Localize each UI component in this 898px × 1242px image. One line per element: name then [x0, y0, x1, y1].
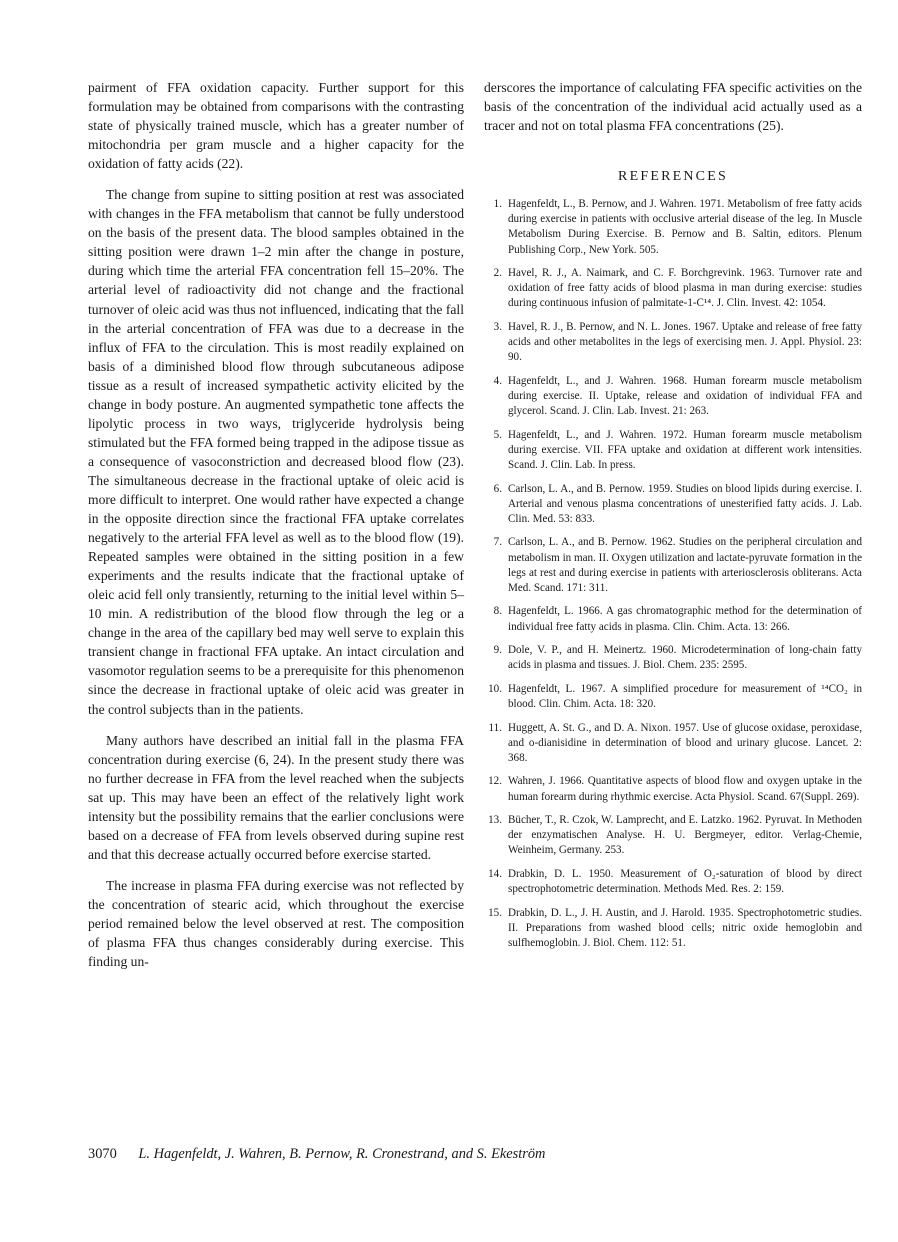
reference-text: Hagenfeldt, L. 1966. A gas chromatographic method for the determination of individual free fatty acids in plasma. Clin. Chim. Acta. 13: 266. [508, 605, 862, 633]
reference-text: Bücher, T., R. Czok, W. Lamprecht, and E. Latzko. 1962. Pyruvat. In Methoden der enzymatischen Analyse. H. U. Bergmeyer, editor. Verlag-Chemie, Weinheim, Germany. 253. [508, 814, 862, 857]
reference-number: 13. [488, 814, 502, 827]
reference-number: 3. [493, 321, 502, 334]
reference-text: Havel, R. J., B. Pernow, and N. L. Jones. 1967. Uptake and release of free fatty acids and other metabolites in the legs of exercising men. J. Appl. Physiol. 23: 90. [508, 321, 862, 364]
reference-item [484, 906, 862, 951]
reference-number: 5. [493, 428, 502, 441]
reference-number: 10. [488, 682, 502, 695]
page-number: 3070 [88, 1146, 117, 1162]
reference-item [484, 682, 862, 712]
reference-number: 14. [488, 868, 502, 880]
reference-text: Hagenfeldt, L., and J. Wahren. 1968. Human forearm muscle metabolism during exercise. II. Uptake, release and oxidation of individual FFA and glycerol. Scand. J. Clin. Lab. Invest. 21: 263. [508, 374, 862, 418]
reference-number: 6. [493, 482, 502, 495]
reference-number: 7. [493, 536, 502, 549]
reference-text: Wahren, J. 1966. Quantitative aspects of blood flow and oxygen uptake in the human forearm during rhythmic exercise. Acta Physiol. Scand. 67(Suppl. 269). [508, 775, 862, 803]
reference-item [484, 482, 862, 527]
right-column [484, 78, 862, 960]
reference-number: 1. [493, 198, 502, 211]
reference-text: Havel, R. J., A. Naimark, and C. F. Borchgrevink. 1963. Turnover rate and oxidation of free fatty acids of blood plasma in man during exercise: studies during continuous infusion of palmitate-1-C¹⁴. J. Clin. Invest. 42: 1054. [508, 267, 862, 310]
references-list [484, 197, 862, 951]
reference-item [484, 867, 862, 897]
reference-text: Carlson, L. A., and B. Pernow. 1962. Studies on the peripheral circulation and metabolism in man. II. Oxygen utilization and lactate-pyruvate formation in the legs at rest and during exercise in patients with arteriosclerosis obliterans. Acta Med. Scand. 171: 311. [508, 536, 862, 594]
body-paragraph-continuation: derscores the importance of calculating FFA specific activities on the basis of the concentration of the individual acid actually used as a tracer and not on total plasma FFA concentrations (25). [484, 80, 862, 134]
references-heading: REFERENCES [618, 169, 728, 185]
reference-item [484, 604, 862, 634]
reference-number: 11. [488, 721, 502, 734]
reference-number: 15. [488, 906, 502, 919]
reference-text: Dole, V. P., and H. Meinertz. 1960. Microdetermination of long-chain fatty acids in plasma and tissues. J. Biol. Chem. 235: 2595. [508, 644, 862, 672]
reference-text: Carlson, L. A., and B. Pernow. 1959. Studies on blood lipids during exercise. I. Arterial and venous plasma concentrations of unesterified fatty acids. J. Lab. Clin. Med. 53: 833. [508, 482, 862, 525]
footer-authors: L. Hagenfeldt, J. Wahren, B. Pernow, R. Cronestrand, and S. Ekeström [138, 1146, 546, 1162]
body-paragraph-1: pairment of FFA oxidation capacity. Further support for this formulation may be obtained from comparisons with the contrasting state of physically trained muscle, which has a greater number of mitochondria per gram muscle and a higher capacity for the oxidation of fatty acids (22). [88, 80, 464, 172]
reference-text: Hagenfeldt, L. 1967. A simplified procedure for measurement of ¹⁴CO₂ in blood. Clin. Chim. Acta. 18: 320. [508, 682, 862, 711]
reference-item [484, 197, 862, 258]
page-footer [88, 1146, 862, 1163]
reference-item [484, 721, 862, 766]
reference-item [484, 266, 862, 311]
reference-text: Hagenfeldt, L., B. Pernow, and J. Wahren. 1971. Metabolism of free fatty acids during exercise in patients with occlusive arterial disease of the leg. In Muscle Metabolism During Exercise. B. Pernow and B. Saltin, editors. Plenum Publishing Corp., New York. 505. [508, 198, 862, 256]
reference-item [484, 643, 862, 673]
reference-text: Huggett, A. St. G., and D. A. Nixon. 1957. Use of glucose oxidase, peroxidase, and o-dianisidine in determination of blood and urinary glucose. Lancet. 2: 368. [508, 721, 862, 764]
reference-number: 8. [493, 605, 502, 618]
reference-item [484, 774, 862, 804]
left-column [88, 78, 464, 983]
reference-item [484, 535, 862, 596]
body-paragraph-3: Many authors have described an initial fall in the plasma FFA concentration during exercise (6, 24). In the present study there was no further decrease in FFA from the level reached when the subjects sat up. This may have been an effect of the relatively light work intensity but the possibility remains that the earlier conclusions were based on a decrease of FFA from levels observed during supine rest and that this decrease actually occurred before exercise started. [88, 732, 464, 862]
reference-number: 12. [488, 775, 502, 788]
reference-text: Drabkin, D. L., J. H. Austin, and J. Harold. 1935. Spectrophotometric studies. II. Preparations from washed blood cells; nitric oxide hemoglobin and sulfhemoglobin. J. Biol. Chem. 112: 51. [508, 906, 862, 950]
reference-number: 2. [493, 267, 502, 280]
reference-item [484, 320, 862, 365]
reference-number: 4. [493, 374, 502, 387]
reference-item [484, 813, 862, 858]
reference-item [484, 374, 862, 419]
reference-number: 9. [493, 644, 502, 657]
body-paragraph-4: The increase in plasma FFA during exercise was not reflected by the concentration of stearic acid, which throughout the exercise period remained below the level observed at rest. The composition of plasma FFA thus changes considerably during exercise. This finding un- [88, 877, 464, 970]
reference-text: Drabkin, D. L. 1950. Measurement of O₂-saturation of blood by direct spectrophotometric determination. Methods Med. Res. 2: 159. [508, 868, 862, 896]
reference-text: Hagenfeldt, L., and J. Wahren. 1972. Human forearm muscle metabolism during exercise. VII. FFA uptake and oxidation at different work intensities. Scand. J. Clin. Lab. In press. [508, 428, 862, 472]
body-paragraph-2: The change from supine to sitting position at rest was associated with changes in the FFA metabolism that cannot be fully understood on the basis of the present data. The blood samples obtained in the sitting position were drawn 1–2 min after the change in posture, during which time the arterial FFA concentration fell 15–20%. The arterial level of radioactivity did not change and the fractional turnover of oleic acid was thus not influenced, indicating that the fall in the arterial concentration of FFA was due to a decrease in the influx of FFA to the circulation. This is most readily explained on basis of a diminished blood flow through subcutaneous adipose tissue as a result of increased sympathetic activity elicited by the change in body posture. An augmented sympathetic tone affects the lipolytic process in two ways, triglyceride hydrolysis being stimulated but the FFA formed being trapped in the adipose tissue as a consequence of vasoconstriction and decreased blood flow (23). The simultaneous decrease in the fractional uptake of oleic acid is more difficult to interpret. One would rather have expected a change in the opposite direction since the fractional FFA uptake correlates negatively to the arterial FFA level as well as to the blood flow (19). Repeated samples were obtained in the sitting position in a few experiments and the results indicate that the fractional uptake of oleic acid fell only transiently, returning to the initial level within 5–10 min. A redistribution of the blood flow through the leg or a change in the area of the capillary bed may well serve to explain this transient change in fractional FFA uptake. An intact circulation and vasomotor regulation seems to be a prerequisite for this phenomenon since the decrease in fractional uptake of oleic acid was greater in the control subjects than in the patients. [88, 187, 464, 717]
reference-item [484, 428, 862, 473]
